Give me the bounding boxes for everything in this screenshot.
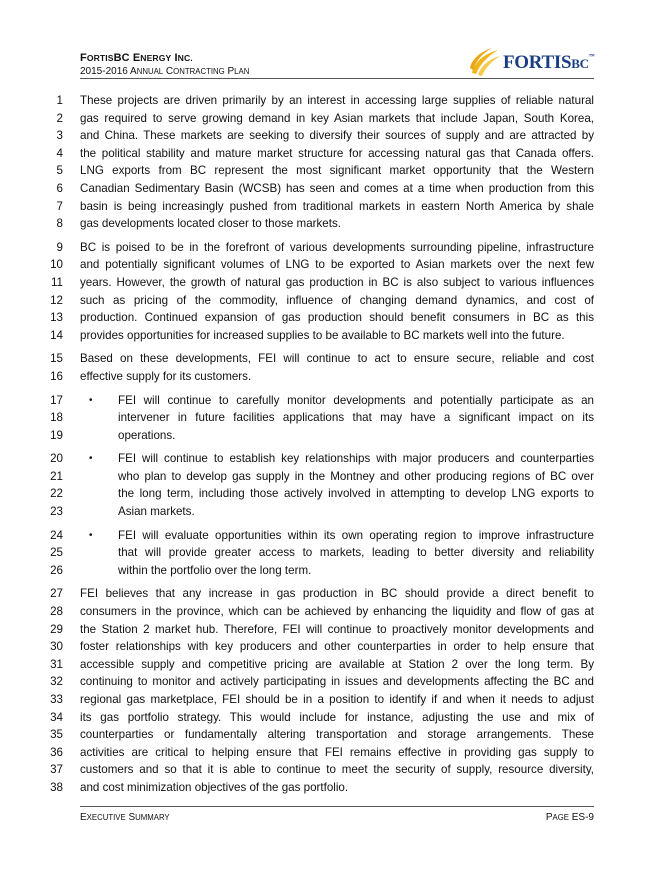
line-text: Canadian Sedimentary Basin (WCSB) has seen and comes at a time when production from this: [80, 181, 594, 195]
line-text: provides opportunities for increased supplies to be available to BC markets well into the future.: [80, 328, 565, 342]
text-line: [0, 691, 671, 709]
line-text: that will provide greater access to markets, leading to better diversity and reliability: [118, 546, 594, 560]
line-text: basin is being increasingly pushed from traditional markets in eastern North America by shale: [80, 199, 594, 213]
footer-divider: [80, 806, 594, 807]
line-text: operations.: [118, 428, 176, 442]
text-line: [0, 673, 671, 691]
line-text: These projects are driven primarily by an interest in accessing large supplies of reliable natural: [80, 94, 594, 107]
line-text: Based on these developments, FEI will continue to act to ensure secure, reliable and cost: [80, 352, 594, 366]
bullet-icon: •: [89, 394, 93, 406]
line-number: 10: [50, 258, 63, 272]
line-number: 21: [50, 469, 63, 483]
line-text: intervener in future facilities applications that may have a significant impact on its: [118, 411, 594, 425]
text-line: [0, 274, 671, 292]
text-line: [0, 239, 671, 257]
document-title: 2015-2016 ANNUAL CONTRACTING PLAN: [80, 66, 250, 77]
text-line: [0, 127, 671, 145]
line-number: 33: [50, 693, 63, 706]
line-number: 27: [50, 587, 63, 601]
paragraph: [0, 585, 671, 796]
line-text: accessible supply and competitive pricing are available at Station 2 over the long term. By: [80, 657, 594, 671]
bullet-item: [0, 392, 671, 445]
logo-wordmark: FORTISBC™: [503, 52, 595, 73]
line-text: consumers in the province, which can be achieved by enhancing the liquidity and flow of gas at: [80, 605, 594, 619]
text-line: [0, 145, 671, 163]
line-text: gas required to serve growing demand in key Asian markets that include Japan, South Korea,: [80, 111, 594, 125]
line-number: 6: [56, 181, 63, 195]
footer-section-title: EXECUTIVE SUMMARY: [80, 812, 170, 823]
line-text: FEI will evaluate opportunities within its own operating region to improve infrastructure: [118, 528, 594, 542]
bullet-item: [0, 450, 671, 520]
text-line: [0, 450, 671, 468]
text-line: [0, 726, 671, 744]
text-line: [0, 427, 671, 445]
line-text: foster relationships with key producers and other counterparties in order to help ensure that: [80, 640, 594, 654]
line-number: 30: [50, 640, 63, 654]
line-text: production. Continued expansion of gas production should benefit consumers in BC as this: [80, 311, 594, 325]
line-number: 36: [50, 745, 63, 759]
line-number: 4: [56, 146, 63, 160]
text-line: [0, 198, 671, 216]
line-text: the Station 2 market hub. Therefore, FEI will continue to proactively monitor developments and: [80, 622, 594, 636]
line-text: FEI will continue to carefully monitor developments and potentially participate as an: [118, 393, 594, 407]
text-line: [0, 309, 671, 327]
line-number: 2: [56, 111, 63, 125]
text-line: [0, 368, 671, 386]
text-line: [0, 92, 671, 110]
line-number: 1: [56, 94, 63, 107]
document-body: [0, 92, 671, 803]
line-number: 34: [50, 710, 63, 724]
line-number: 3: [56, 129, 63, 143]
text-line: [0, 621, 671, 639]
line-number: 18: [50, 411, 63, 425]
text-line: [0, 292, 671, 310]
text-line: [0, 503, 671, 521]
line-number: 29: [50, 622, 63, 636]
line-text: Asian markets.: [118, 505, 195, 519]
text-line: [0, 110, 671, 128]
line-text: the political stability and mature market structure for accessing natural gas that Canada offers.: [80, 146, 594, 160]
line-text: and China. These markets are seeking to diversify their sources of supply and are attracted by: [80, 129, 594, 143]
fortisbc-logo: [468, 46, 598, 78]
line-number: 5: [56, 164, 63, 178]
text-line: [0, 162, 671, 180]
line-number: 9: [56, 240, 63, 254]
text-line: [0, 562, 671, 580]
line-number: 17: [50, 393, 63, 407]
line-text: FEI will continue to establish key relationships with major producers and counterparties: [118, 452, 594, 466]
text-line: [0, 527, 671, 545]
line-number: 26: [50, 563, 63, 577]
text-line: [0, 744, 671, 762]
text-line: [0, 585, 671, 603]
line-text: the long term, including those actively involved in attempting to develop LNG exports to: [118, 487, 594, 501]
text-line: [0, 392, 671, 410]
line-number: 37: [50, 763, 63, 777]
text-line: [0, 638, 671, 656]
line-number: 20: [50, 452, 63, 466]
text-line: [0, 779, 671, 797]
line-text: BC is poised to be in the forefront of various developments surrounding pipeline, infrastructure: [80, 240, 594, 254]
line-text: who plan to develop gas supply in the Montney and other producing regions of BC over: [118, 469, 594, 483]
bullet-icon: •: [89, 453, 93, 465]
bullet-item: [0, 527, 671, 580]
line-number: 31: [50, 657, 63, 671]
text-line: [0, 544, 671, 562]
line-text: and cost minimization objectives of the gas portfolio.: [80, 780, 349, 794]
line-number: 16: [50, 369, 63, 383]
paragraph: [0, 350, 671, 385]
line-text: customers and so that it is able to continue to meet the security of supply, resource diversity,: [80, 763, 594, 777]
flame-icon: [468, 46, 502, 78]
text-line: [0, 256, 671, 274]
line-number: 13: [50, 311, 63, 325]
header-divider: [80, 78, 594, 79]
line-number: 15: [50, 352, 63, 366]
line-number: 7: [56, 199, 63, 213]
line-number: 11: [50, 275, 63, 289]
line-number: 38: [50, 780, 63, 794]
text-line: [0, 215, 671, 233]
paragraph: [0, 239, 671, 345]
line-text: continuing to monitor and actively participating in issues and developments affecting the BC and: [80, 675, 594, 689]
text-line: [0, 409, 671, 427]
line-text: and potentially significant volumes of LNG to be exported to Asian markets over the next few: [80, 258, 594, 272]
paragraph: [0, 92, 671, 233]
text-line: [0, 603, 671, 621]
text-line: [0, 327, 671, 345]
page-number: PAGE ES-9: [545, 812, 594, 823]
line-text: regional gas marketplace, FEI should be in a position to identify if and when it needs to adjust: [80, 693, 594, 706]
line-text: years. However, the growth of natural gas production in BC is also subject to various influences: [80, 275, 594, 289]
line-number: 25: [50, 546, 63, 560]
text-line: [0, 350, 671, 368]
line-number: 14: [50, 328, 63, 342]
text-line: [0, 709, 671, 727]
line-text: effective supply for its customers.: [80, 369, 252, 383]
text-line: [0, 468, 671, 486]
line-number: 23: [50, 505, 63, 519]
text-line: [0, 761, 671, 779]
line-number: 22: [50, 487, 63, 501]
line-text: gas developments located closer to those markets.: [80, 217, 341, 231]
text-line: [0, 656, 671, 674]
line-text: within the portfolio over the long term.: [118, 563, 312, 577]
line-text: its gas portfolio strategy. This would include for instance, adjusting the use and mix of: [80, 710, 594, 724]
line-text: such as pricing of the commodity, influence of changing demand dynamics, and cost of: [80, 293, 594, 307]
line-number: 28: [50, 605, 63, 619]
line-number: 19: [50, 428, 63, 442]
line-text: LNG exports from BC represent the most significant market opportunity that the Western: [80, 164, 594, 178]
line-text: FEI believes that any increase in gas production in BC should provide a direct benefit to: [80, 587, 594, 601]
text-line: [0, 180, 671, 198]
company-name: FORTISBC ENERGY INC.: [80, 52, 193, 64]
line-number: 35: [50, 728, 63, 742]
line-text: counterparties or fundamentally altering transportation and storage arrangements. These: [80, 728, 594, 742]
line-text: activities are critical to helping ensure that FEI remains effective in providing gas supply to: [80, 745, 594, 759]
line-number: 32: [50, 675, 63, 689]
bullet-icon: •: [89, 529, 93, 541]
line-number: 24: [50, 528, 63, 542]
text-line: [0, 485, 671, 503]
line-number: 12: [50, 293, 63, 307]
line-number: 8: [56, 217, 63, 231]
